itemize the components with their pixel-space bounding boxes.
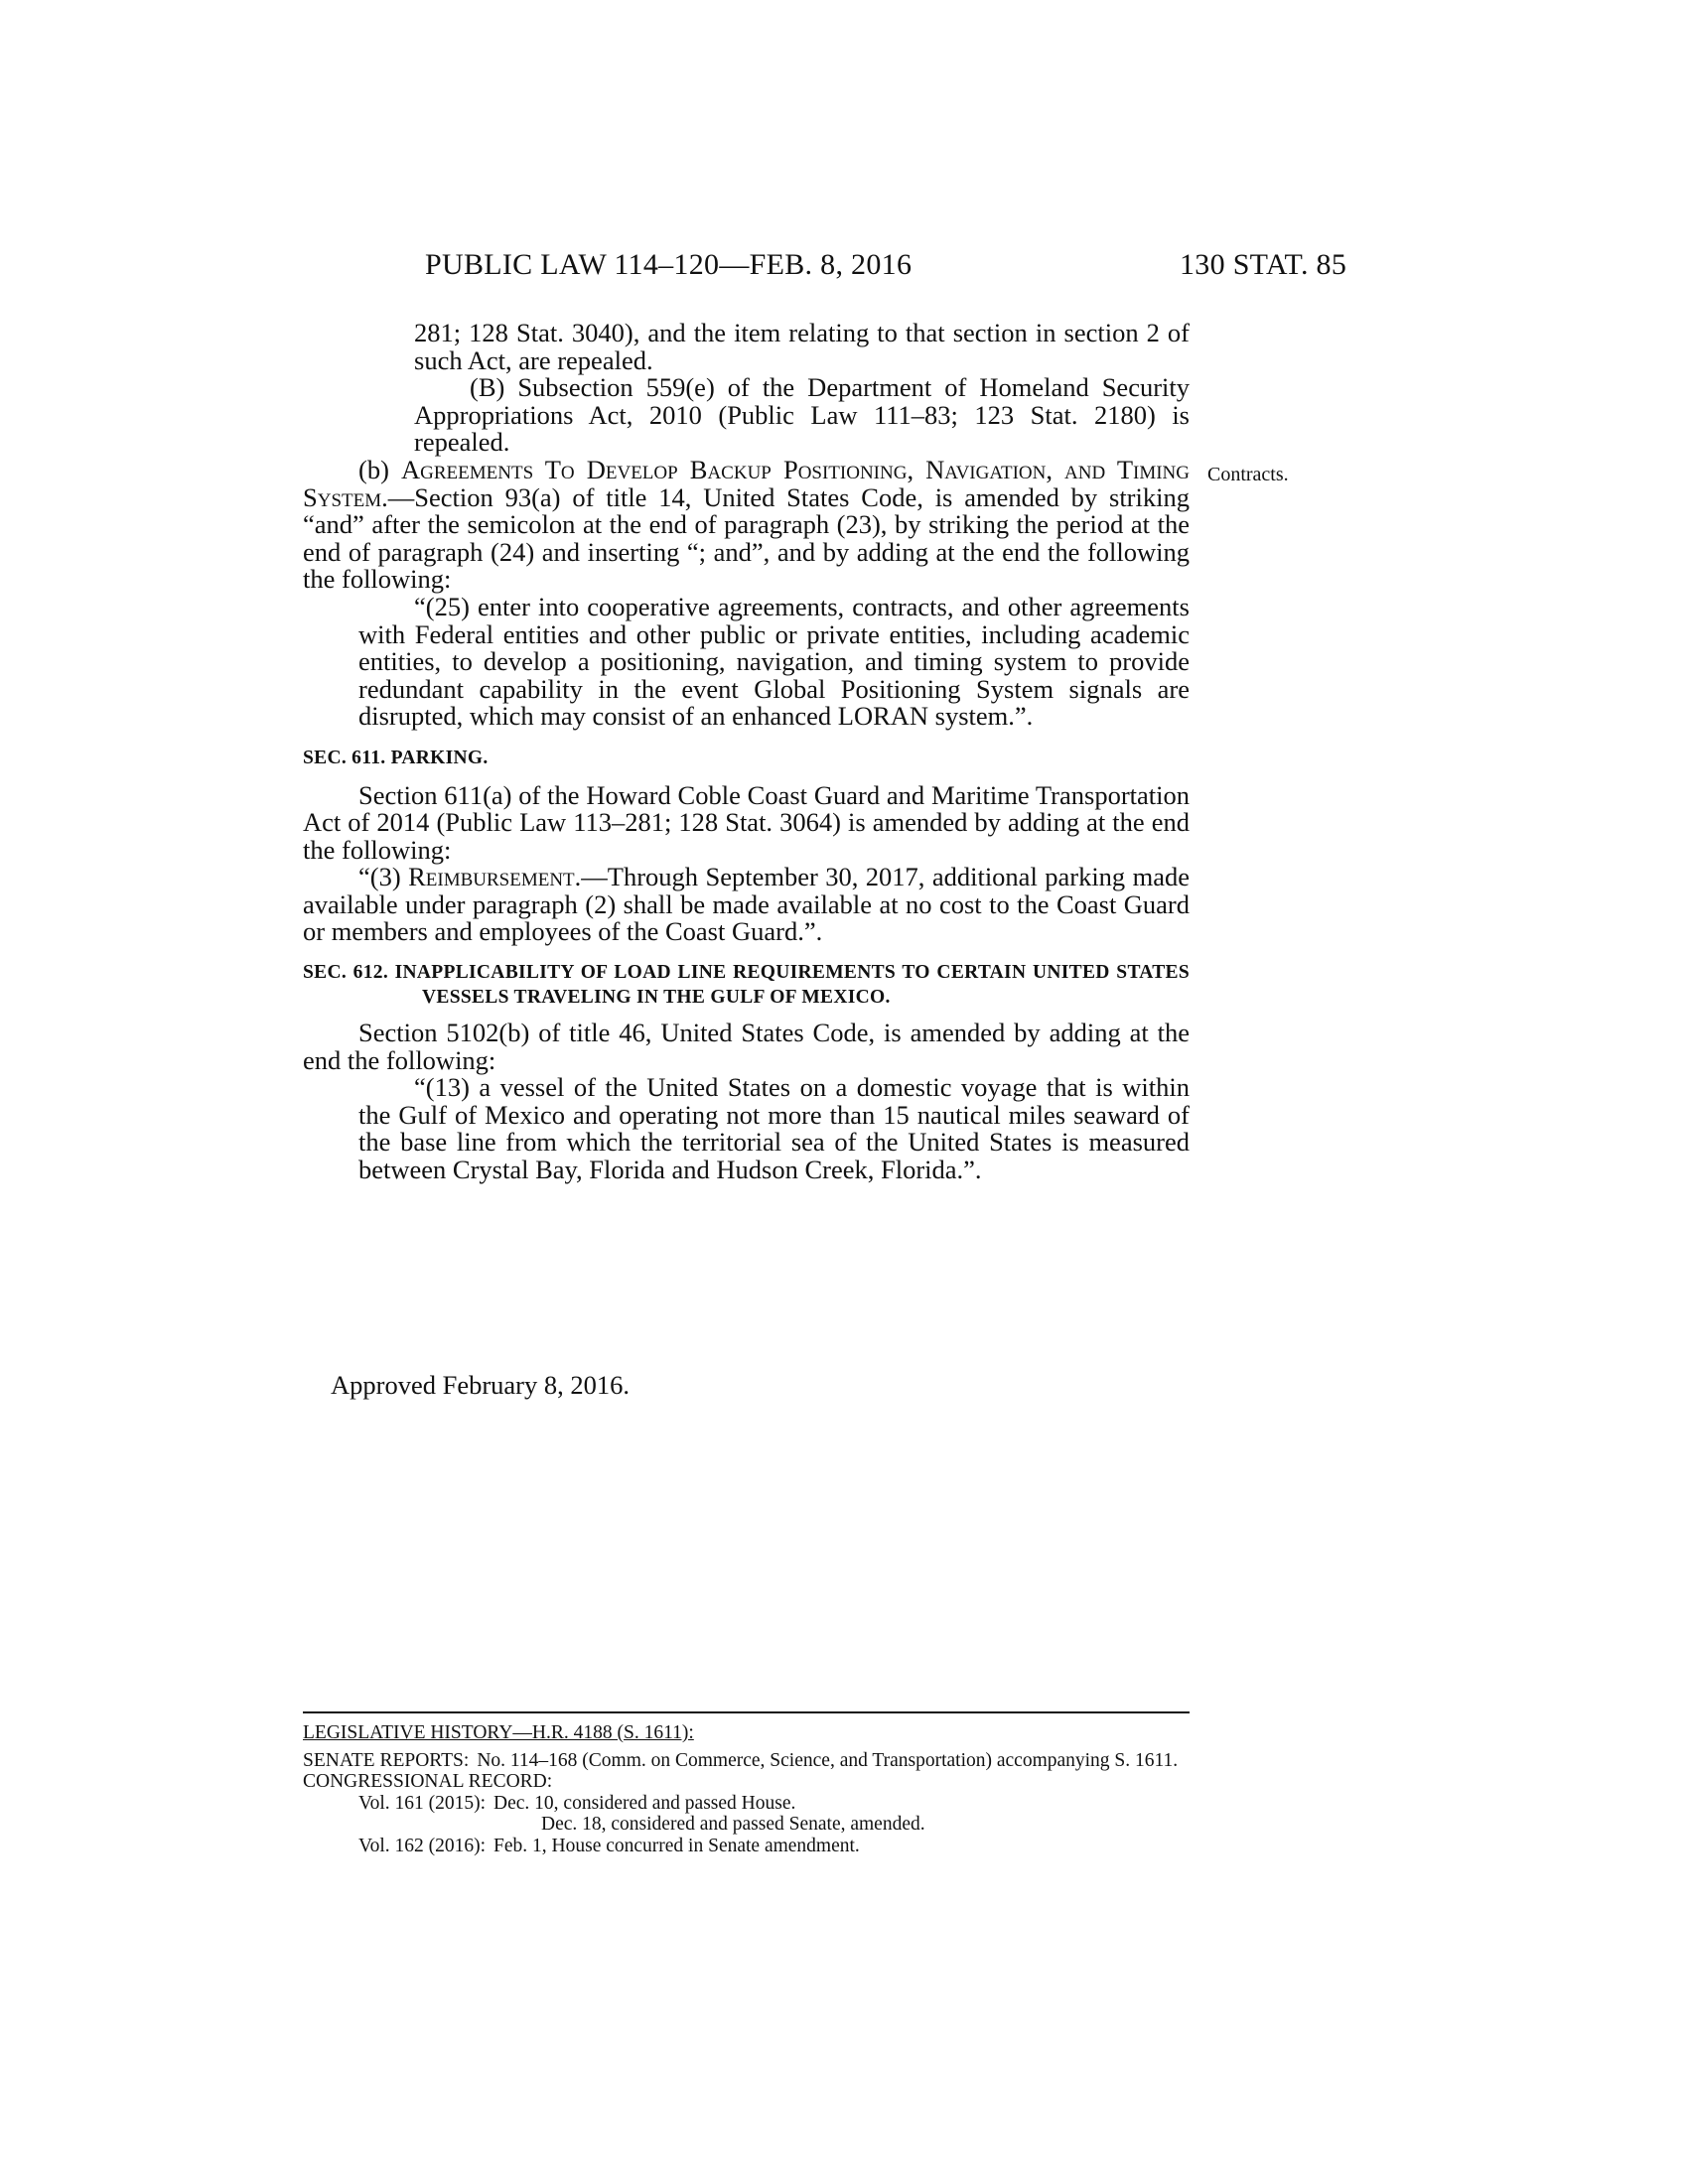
paragraph-agreements-lead: (b) — [358, 454, 401, 484]
paragraph-agreements — [303, 454, 1190, 595]
vol-161-row — [303, 1793, 1190, 1815]
vol-162-label: Vol. 162 (2016): — [358, 1835, 487, 1856]
paragraph-reimbursement — [303, 864, 1190, 946]
legislative-history-heading: LEGISLATIVE HISTORY—H.R. 4188 (S. 1611): — [303, 1722, 694, 1743]
congressional-record-label: CONGRESSIONAL RECORD: — [303, 1771, 553, 1792]
approval-date: Approved February 8, 2016. — [331, 1370, 631, 1400]
paragraph-reimbursement-text: —Through September 30, 2017, additional parking made available under paragraph (2) shall be made available at no cost to the Coast Guard or members and employees of the Coast Guard.”. — [303, 862, 1190, 947]
running-head — [0, 248, 1688, 288]
body-text — [303, 320, 1190, 1184]
margin-note-contracts: Contracts. — [1207, 464, 1289, 485]
section-611-heading: SEC. 611. PARKING. — [303, 747, 489, 768]
paragraph-section-612: Section 5102(b) of title 46, United States Code, is amended by adding at the end the following: — [303, 1018, 1190, 1075]
running-head-stat-page: 130 STAT. 85 — [1180, 248, 1347, 281]
senate-reports-row — [303, 1750, 1190, 1772]
paragraph-reimbursement-heading: Reimbursement. — [408, 862, 582, 892]
vol-161-label: Vol. 161 (2015): — [358, 1792, 487, 1814]
vol-161-entry-2: Dec. 18, considered and passed Senate, amended. — [541, 1814, 925, 1835]
vol-162-row — [303, 1836, 1190, 1857]
vol-161-entry-1: Dec. 10, considered and passed House. — [493, 1792, 796, 1814]
paragraph-subsection-b: (B) Subsection 559(e) of the Department of Homeland Security Appropriations Act, 2010 (Public Law 111–83; 123 Stat. 2180) is repealed. — [414, 372, 1190, 458]
running-head-title: PUBLIC LAW 114–120—FEB. 8, 2016 — [425, 248, 913, 281]
section-612-heading: SEC. 612. INAPPLICABILITY OF LOAD LINE REQUIREMENTS TO CERTAIN UNITED STATES VESSELS TRAVELING IN THE GULF OF MEXICO. — [303, 962, 1190, 1009]
paragraph-agreements-text: —Section 93(a) of title 14, United States Code, is amended by striking “and” after the semicolon at the end of paragraph (23), by striking the period at the end of paragraph (24) and inserting “; and”, and by adding at the end the following the following: — [303, 481, 1190, 595]
paragraph-reimbursement-lead: “(3) — [358, 862, 409, 892]
vol-162-entry-1: Feb. 1, House concurred in Senate amendment. — [493, 1835, 860, 1856]
paragraph-quoted-25: “(25) enter into cooperative agreements, contracts, and other agreements with Federal entities and other public or private entities, including academic entities, to develop a positioning, navigation, and timing system to provide redundant capability in the event Global Positioning System signals are disrupted, which may consist of an enhanced LORAN system.”. — [358, 591, 1190, 732]
footnote-divider — [303, 1711, 1190, 1713]
paragraph-repeal-continued: 281; 128 Stat. 3040), and the item relating to that section in section 2 of such Act, are repealed. — [414, 318, 1190, 375]
paragraph-quoted-13: “(13) a vessel of the United States on a domestic voyage that is within the Gulf of Mexico and operating not more than 15 nautical miles seaward of the base line from which the territorial sea of the United States is measured between Crystal Bay, Florida and Hudson Creek, Florida.”. — [358, 1072, 1190, 1185]
legislative-history — [303, 1722, 1190, 1856]
senate-reports-text: No. 114–168 (Comm. on Commerce, Science, and Transportation) accompanying S. 1611. — [477, 1749, 1179, 1771]
paragraph-agreements-heading: Agreements To Develop Backup Positioning, Navigation, and Timing System. — [303, 454, 1190, 512]
senate-reports-label: SENATE REPORTS: — [303, 1749, 470, 1771]
paragraph-section-611: Section 611(a) of the Howard Coble Coast Guard and Maritime Transportation Act of 2014 (Public Law 113–281; 128 Stat. 3064) is amended by adding at the end the following: — [303, 779, 1190, 865]
